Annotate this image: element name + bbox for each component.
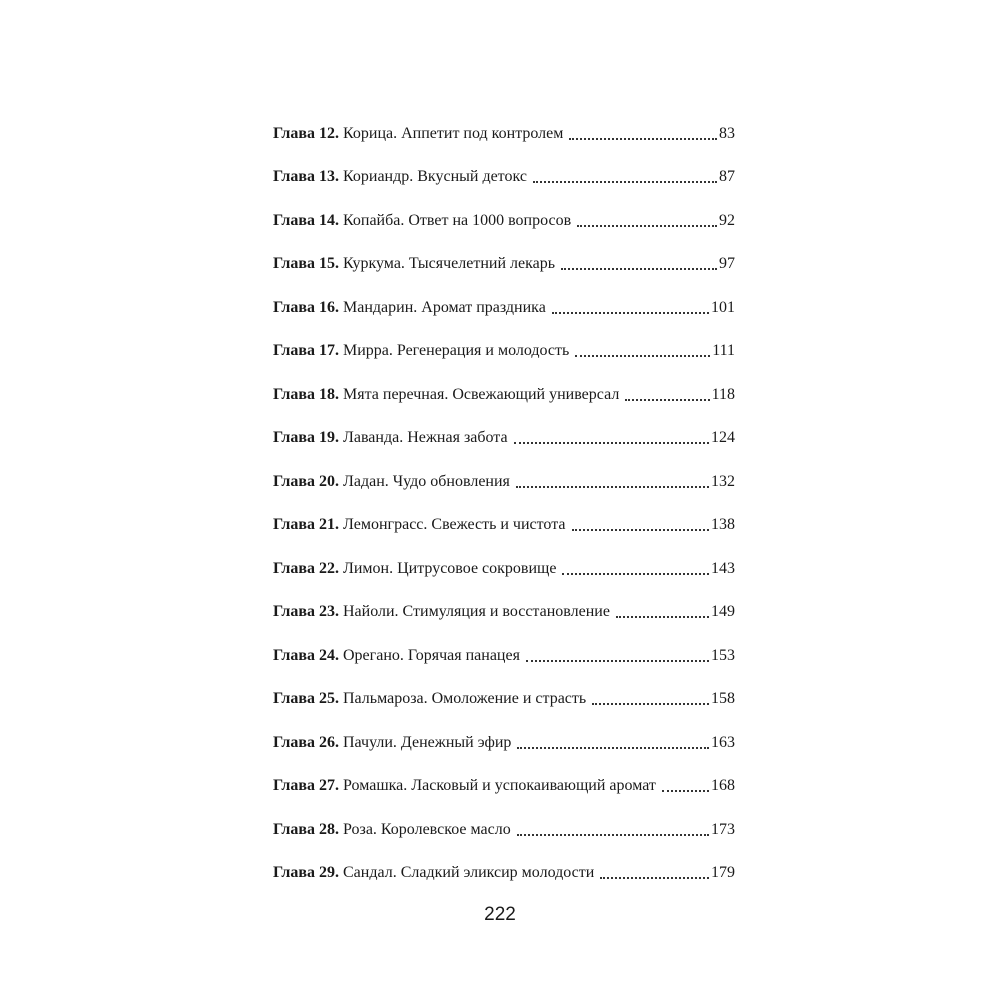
chapter-title: Мандарин. Аромат праздника	[343, 298, 546, 316]
dot-leader	[514, 441, 709, 444]
dot-leader	[577, 224, 717, 227]
chapter-label: Глава 22.	[273, 559, 339, 577]
toc-entry	[273, 620, 735, 664]
chapter-page: 111	[712, 342, 735, 359]
chapter-title: Куркума. Тысячелетний лекарь	[343, 255, 556, 272]
chapter-page: 87	[719, 168, 735, 185]
chapter-title: Лемонграсс. Свежесть и чистота	[343, 516, 566, 533]
chapter-title: Ладан. Чудо обновления	[343, 472, 510, 490]
dot-leader	[561, 267, 717, 270]
chapter-page: 173	[711, 820, 735, 838]
chapter-title: Копайба. Ответ на 1000 вопросов	[343, 211, 572, 229]
chapter-page: 143	[711, 559, 735, 577]
dot-leader	[569, 137, 717, 140]
toc-entry	[273, 185, 735, 229]
chapter-label: Глава 17.	[273, 342, 339, 359]
chapter-page: 138	[711, 516, 735, 533]
chapter-page: 132	[711, 472, 735, 490]
chapter-label: Глава 23.	[273, 603, 339, 620]
chapter-label: Глава 25.	[273, 690, 339, 707]
chapter-label: Глава 28.	[273, 820, 339, 838]
chapter-page: 168	[711, 777, 735, 794]
toc-entry	[273, 490, 735, 534]
chapter-label: Глава 29.	[273, 864, 339, 881]
chapter-title: Пальмароза. Омоложение и страсть	[343, 690, 587, 707]
table-of-contents	[273, 98, 735, 881]
chapter-title: Ромашка. Ласковый и успокаивающий аромат	[343, 777, 656, 794]
dot-leader	[625, 398, 709, 401]
dot-leader	[517, 833, 709, 836]
chapter-label: Глава 24.	[273, 646, 339, 664]
chapter-page: 158	[711, 690, 735, 707]
chapter-page: 163	[711, 733, 735, 751]
dot-leader	[600, 876, 709, 879]
chapter-title: Найоли. Стимуляция и восстановление	[343, 603, 610, 620]
chapter-label: Глава 18.	[273, 385, 339, 403]
chapter-label: Глава 14.	[273, 211, 339, 229]
chapter-label: Глава 21.	[273, 516, 339, 533]
dot-leader	[533, 180, 717, 183]
toc-entry	[273, 533, 735, 577]
chapter-label: Глава 20.	[273, 472, 339, 490]
chapter-page: 124	[711, 429, 735, 446]
dot-leader	[575, 354, 710, 357]
chapter-page: 101	[711, 298, 735, 316]
chapter-page: 83	[719, 124, 735, 142]
page-number: 222	[484, 904, 516, 925]
toc-entry	[273, 316, 735, 360]
toc-entry	[273, 751, 735, 795]
chapter-title: Роза. Королевское масло	[343, 820, 511, 838]
dot-leader	[517, 746, 709, 749]
chapter-title: Кориандр. Вкусный детокс	[343, 168, 527, 185]
chapter-label: Глава 16.	[273, 298, 339, 316]
chapter-page: 118	[711, 385, 735, 403]
chapter-label: Глава 19.	[273, 429, 339, 446]
chapter-label: Глава 13.	[273, 168, 339, 185]
chapter-page: 179	[711, 864, 735, 881]
dot-leader	[552, 311, 709, 314]
dot-leader	[572, 528, 710, 531]
toc-entry	[273, 577, 735, 621]
chapter-title: Сандал. Сладкий эликсир молодости	[343, 864, 595, 881]
chapter-title: Корица. Аппетит под контролем	[343, 124, 564, 142]
chapter-label: Глава 12.	[273, 124, 339, 142]
toc-entry	[273, 98, 735, 142]
chapter-page: 92	[719, 211, 735, 229]
toc-entry	[273, 446, 735, 490]
chapter-title: Пачули. Денежный эфир	[343, 733, 512, 751]
toc-entry	[273, 838, 735, 882]
chapter-title: Лимон. Цитрусовое сокровище	[343, 559, 557, 577]
chapter-page: 149	[711, 603, 735, 620]
chapter-label: Глава 26.	[273, 733, 339, 751]
toc-entry	[273, 403, 735, 447]
chapter-page: 97	[719, 255, 735, 272]
toc-entry	[273, 142, 735, 186]
dot-leader	[516, 485, 709, 488]
chapter-label: Глава 15.	[273, 255, 339, 272]
chapter-title: Лаванда. Нежная забота	[343, 429, 508, 446]
dot-leader	[662, 789, 709, 792]
toc-entry	[273, 664, 735, 708]
toc-entry	[273, 229, 735, 273]
toc-entry	[273, 272, 735, 316]
toc-entry	[273, 707, 735, 751]
dot-leader	[562, 572, 709, 575]
dot-leader	[616, 615, 709, 618]
chapter-title: Мирра. Регенерация и молодость	[343, 342, 570, 359]
toc-entry	[273, 359, 735, 403]
chapter-page: 153	[711, 646, 735, 664]
dot-leader	[592, 702, 709, 705]
dot-leader	[526, 659, 709, 662]
chapter-title: Орегано. Горячая панацея	[343, 646, 520, 664]
chapter-title: Мята перечная. Освежающий универсал	[343, 385, 620, 403]
chapter-label: Глава 27.	[273, 777, 339, 794]
toc-entry	[273, 794, 735, 838]
